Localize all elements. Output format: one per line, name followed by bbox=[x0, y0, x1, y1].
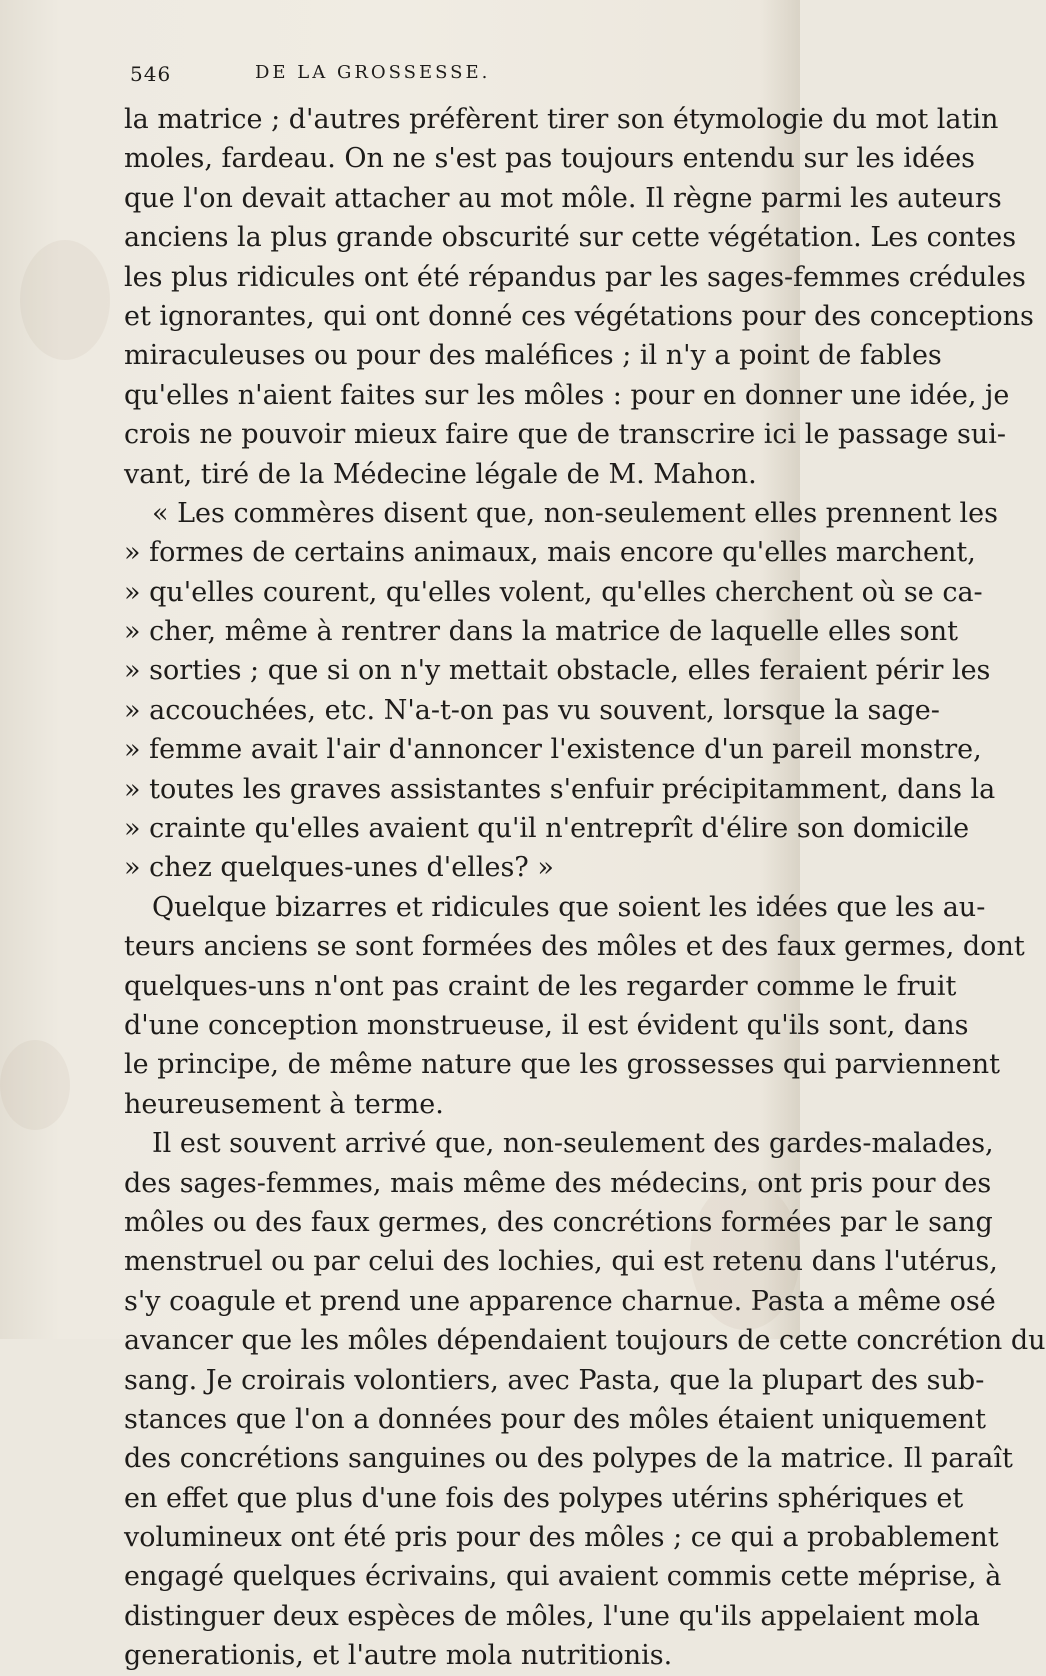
text-line-content: moles, fardeau. On ne s'est pas toujours entendu sur les idées bbox=[124, 143, 976, 175]
text-line: le principe, de même nature que les grossesses qui parviennent bbox=[124, 1049, 1000, 1081]
text-line: qu'elles n'aient faites sur les môles : pour en donner une idée, je bbox=[124, 379, 1010, 411]
quote-line: » accouchées, etc. N'a-t-on pas vu souvent, lorsque la sage- bbox=[124, 694, 940, 726]
text-line: môles ou des faux germes, des concrétions formées par le sang bbox=[124, 1206, 993, 1238]
text-line: heureusement à terme. bbox=[124, 1088, 444, 1120]
quote-line: » femme avait l'air d'annoncer l'existence d'un pareil monstre, bbox=[124, 734, 982, 766]
quote-line: » formes de certains animaux, mais encore qu'elles marchent, bbox=[124, 537, 976, 569]
text-body bbox=[124, 100, 1046, 1676]
quote-line: » toutes les graves assistantes s'enfuir précipitamment, dans la bbox=[124, 773, 996, 805]
text-line: distinguer deux espèces de môles, l'une qu'ils appelaient mola bbox=[124, 1600, 980, 1632]
text-line: s'y coagule et prend une apparence charnue. Pasta a même osé bbox=[124, 1285, 996, 1317]
text-line: anciens la plus grande obscurité sur cette végétation. Les contes bbox=[124, 222, 1017, 254]
text-line bbox=[124, 139, 976, 178]
quote-line: » crainte qu'elles avaient qu'il n'entreprît d'élire son domicile bbox=[124, 813, 970, 845]
quote-line: » sorties ; que si on n'y mettait obstacle, elles feraient périr les bbox=[124, 655, 991, 687]
text-line: menstruel ou par celui des lochies, qui est retenu dans l'utérus, bbox=[124, 1246, 998, 1278]
text-line: et ignorantes, qui ont donné ces végétations pour des conceptions bbox=[124, 300, 1034, 332]
text-line: generationis, et l'autre mola nutritionis. bbox=[124, 1640, 673, 1672]
text-line: teurs anciens se sont formées des môles et des faux germes, dont bbox=[124, 931, 1025, 963]
text-line: stances que l'on a données pour des môles étaient uniquement bbox=[124, 1403, 986, 1435]
paper-stain bbox=[0, 1040, 70, 1130]
text-line: en effet que plus d'une fois des polypes utérins sphériques et bbox=[124, 1482, 964, 1514]
quote-line: « Les commères disent que, non-seulement elles prennent les bbox=[152, 497, 999, 529]
text-line: sang. Je croirais volontiers, avec Pasta, que la plupart des sub- bbox=[124, 1364, 985, 1396]
text-line: Il est souvent arrivé que, non-seulement des gardes-malades, bbox=[152, 1128, 994, 1160]
text-line: volumineux ont été pris pour des môles ; ce qui a probablement bbox=[124, 1522, 999, 1554]
text-line: avancer que les môles dépendaient toujours de cette concrétion du bbox=[124, 1325, 1046, 1357]
paper-stain bbox=[20, 240, 110, 360]
text-line: miraculeuses ou pour des maléfices ; il n'y a point de fables bbox=[124, 340, 942, 372]
text-line: la matrice ; d'autres préfèrent tirer son étymologie du mot latin bbox=[124, 104, 999, 135]
running-title: DE LA GROSSESSE. bbox=[255, 62, 491, 83]
text-line: des concrétions sanguines ou des polypes de la matrice. Il paraît bbox=[124, 1443, 1013, 1475]
text-line: vant, tiré de la Médecine légale de M. Mahon. bbox=[124, 458, 757, 490]
text-line: engagé quelques écrivains, qui avaient commis cette méprise, à bbox=[124, 1561, 1002, 1593]
text-line: d'une conception monstrueuse, il est évident qu'ils sont, dans bbox=[124, 1009, 969, 1041]
quote-line: » cher, même à rentrer dans la matrice de laquelle elles sont bbox=[124, 616, 958, 648]
quote-line: » qu'elles courent, qu'elles volent, qu'elles cherchent où se ca- bbox=[124, 576, 983, 608]
text-line: Quelque bizarres et ridicules que soient les idées que les au- bbox=[152, 891, 986, 923]
page-number: 546 bbox=[130, 62, 172, 86]
text-line: quelques-uns n'ont pas craint de les regarder comme le fruit bbox=[124, 970, 957, 1002]
text-line: crois ne pouvoir mieux faire que de transcrire ici le passage sui- bbox=[124, 419, 1006, 451]
text-line: que l'on devait attacher au mot môle. Il règne parmi les auteurs bbox=[124, 182, 1002, 214]
quote-line: » chez quelques-unes d'elles? » bbox=[124, 852, 554, 884]
text-line: des sages-femmes, mais même des médecins, ont pris pour des bbox=[124, 1167, 992, 1199]
text-line: les plus ridicules ont été répandus par les sages-femmes crédules bbox=[124, 261, 1026, 293]
